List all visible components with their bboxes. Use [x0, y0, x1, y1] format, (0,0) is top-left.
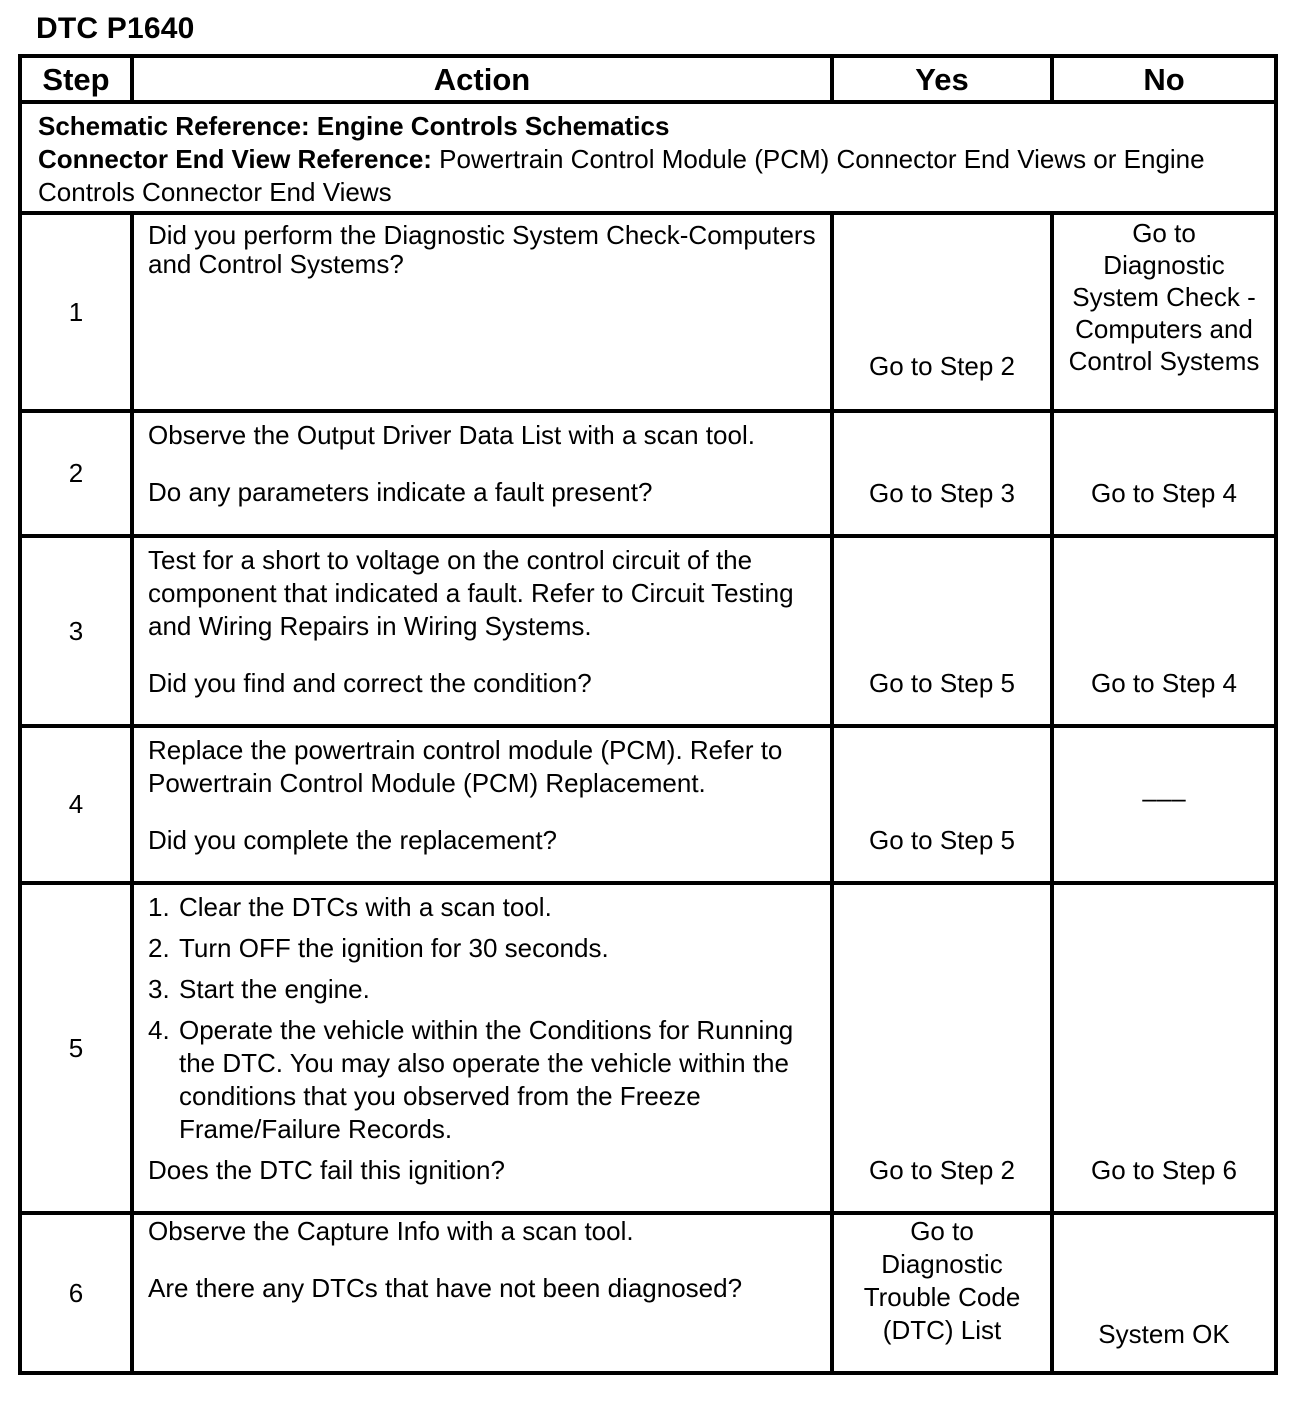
step-number: 1 — [20, 213, 132, 411]
list-item — [148, 932, 816, 965]
yes-cell: Go to Diagnostic Trouble Code (DTC) List — [832, 1213, 1052, 1373]
no-cell: ––– — [1052, 726, 1276, 883]
header-action: Action — [132, 56, 832, 102]
no-cell: System OK — [1052, 1213, 1276, 1373]
connector-reference-label: Connector End View Reference: — [38, 144, 432, 174]
page-title: DTC P1640 — [36, 12, 195, 45]
action-cell — [132, 411, 832, 536]
yes-cell: Go to Step 5 — [832, 726, 1052, 883]
action-question: Did you find and correct the condition? — [148, 668, 592, 698]
step-number: 4 — [20, 726, 132, 883]
action-question: Are there any DTCs that have not been diagnosed? — [148, 1273, 743, 1303]
list-item — [148, 1014, 816, 1146]
no-cell: Go to Step 6 — [1052, 883, 1276, 1213]
yes-cell: Go to Step 5 — [832, 536, 1052, 726]
step-number: 3 — [20, 536, 132, 726]
action-text: Replace the powertrain control module (PCM). Refer to Powertrain Control Module (PCM) Replacement. — [148, 735, 783, 798]
list-item — [148, 891, 816, 924]
schematic-reference: Schematic Reference: Engine Controls Schematics — [38, 111, 670, 141]
table-row — [20, 883, 1276, 1213]
connector-reference-text: Powertrain Control Module (PCM) Connector End Views or Engine Controls Connector End Views — [38, 144, 1205, 207]
reference-cell — [20, 102, 1276, 213]
header-row — [20, 56, 1276, 102]
procedure-list — [148, 891, 816, 1146]
list-item-text: Turn OFF the ignition for 30 seconds. — [179, 933, 609, 963]
diagnostic-table — [18, 54, 1278, 1375]
header-step: Step — [20, 56, 132, 102]
action-cell — [132, 213, 832, 411]
yes-cell: Go to Step 2 — [832, 213, 1052, 411]
yes-cell: Go to Step 2 — [832, 883, 1052, 1213]
action-text: Observe the Output Driver Data List with a scan tool. — [148, 420, 755, 450]
table-row — [20, 726, 1276, 883]
list-item-text: Start the engine. — [179, 974, 370, 1004]
yes-cell: Go to Step 3 — [832, 411, 1052, 536]
action-text: Did you perform the Diagnostic System Check-Computers and Control Systems? — [148, 220, 816, 279]
action-cell — [132, 726, 832, 883]
table-row — [20, 213, 1276, 411]
list-item-number: 3. — [148, 974, 170, 1004]
action-cell — [132, 536, 832, 726]
action-text: Test for a short to voltage on the control circuit of the component that indicated a fault. Refer to Circuit Testing and Wiring Repairs in Wiring Systems. — [148, 545, 794, 641]
action-cell — [132, 1213, 832, 1373]
list-item — [148, 973, 816, 1006]
table-row — [20, 536, 1276, 726]
list-item-number: 1. — [148, 892, 170, 922]
header-no: No — [1052, 56, 1276, 102]
connector-reference — [38, 143, 1260, 209]
step-number: 6 — [20, 1213, 132, 1373]
table-row — [20, 1213, 1276, 1373]
action-question: Do any parameters indicate a fault present? — [148, 477, 653, 507]
step-number: 2 — [20, 411, 132, 536]
no-cell: Go to Step 4 — [1052, 536, 1276, 726]
action-question: Does the DTC fail this ignition? — [148, 1155, 505, 1185]
no-cell: Go to Diagnostic System Check - Computers and Control Systems — [1052, 213, 1276, 411]
list-item-number: 4. — [148, 1015, 170, 1045]
list-item-text: Operate the vehicle within the Conditions for Running the DTC. You may also operate the vehicle within the conditions that you observed from the Freeze Frame/Failure Records. — [179, 1015, 794, 1144]
action-text: Observe the Capture Info with a scan tool. — [148, 1216, 634, 1246]
no-cell: Go to Step 4 — [1052, 411, 1276, 536]
table-row — [20, 411, 1276, 536]
step-number: 5 — [20, 883, 132, 1213]
action-cell — [132, 883, 832, 1213]
action-question: Did you complete the replacement? — [148, 825, 558, 855]
reference-row — [20, 102, 1276, 213]
header-yes: Yes — [832, 56, 1052, 102]
list-item-number: 2. — [148, 933, 170, 963]
list-item-text: Clear the DTCs with a scan tool. — [179, 892, 552, 922]
